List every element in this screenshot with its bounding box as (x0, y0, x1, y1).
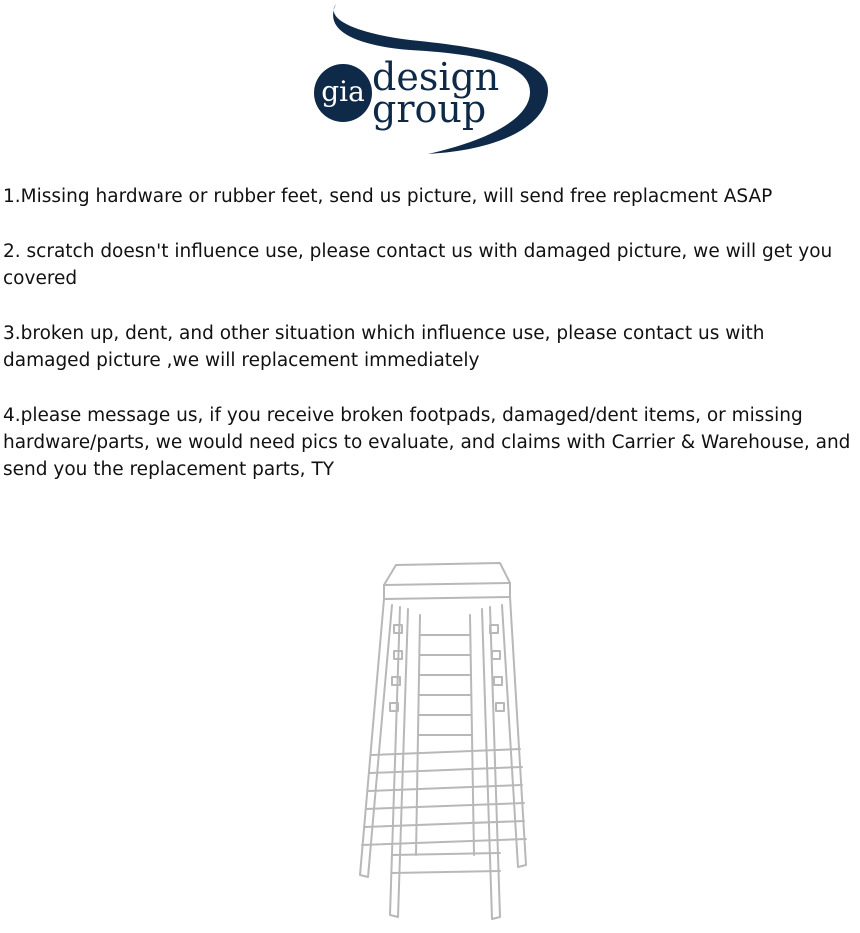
instruction-item-3: 3.broken up, dent, and other situation which influence use, please contact us with damaged picture ,we will replacement immediately (3, 323, 765, 371)
brand-logo (300, 0, 560, 160)
logo-monogram: gia (321, 75, 365, 108)
instruction-item-1: 1.Missing hardware or rubber feet, send us picture, will send free replacment ASAP (3, 186, 773, 207)
stacked-stools-illustration (350, 555, 540, 925)
instruction-item-4: 4.please message us, if you receive broken footpads, damaged/dent items, or missing hardware/parts, we would need pics to evaluate, and claims with Carrier & Warehouse, and send you the replacement parts, TY (3, 405, 851, 480)
logo-word-design: design (372, 55, 500, 99)
instruction-item-2: 2. scratch doesn't influence use, please contact us with damaged picture, we will get you covered (3, 241, 833, 289)
logo-word-group: group (372, 87, 487, 131)
stacked-stools-icon (350, 555, 540, 925)
instructions-list (3, 183, 855, 511)
